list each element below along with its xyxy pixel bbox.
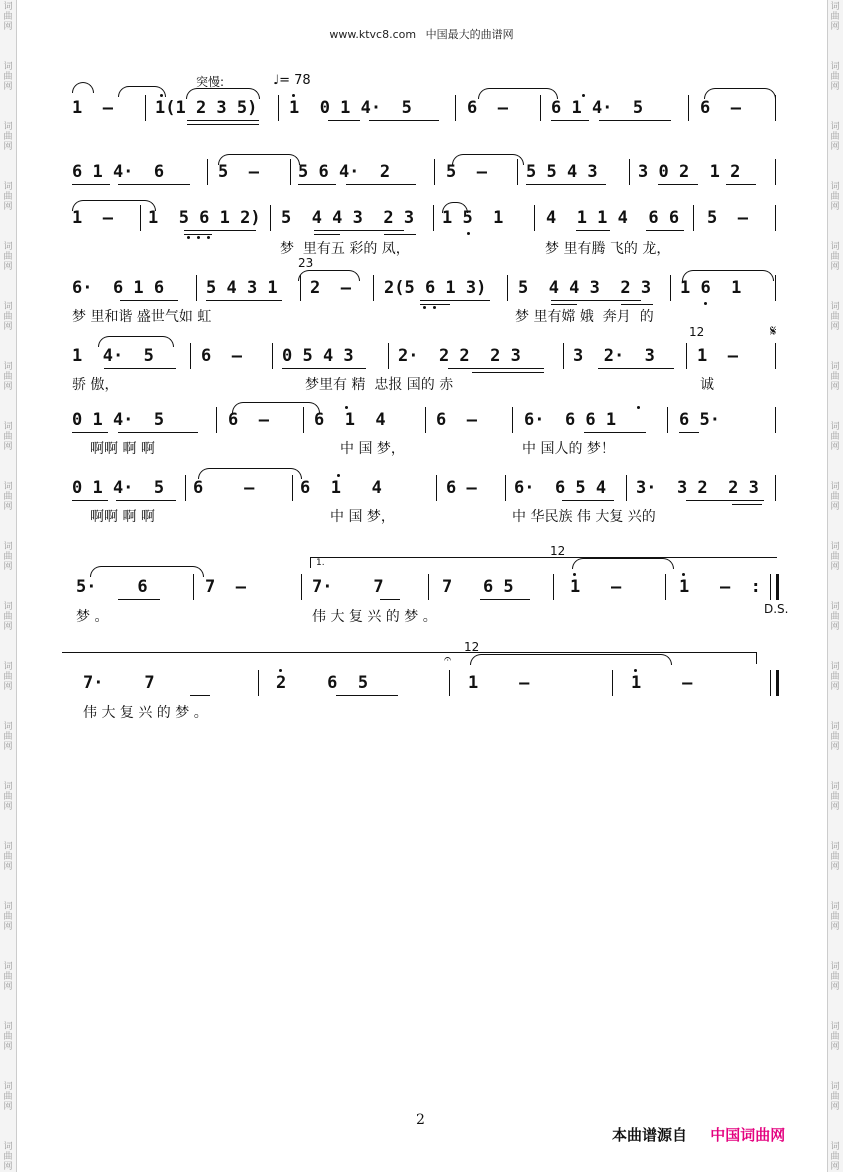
octave-dot: [682, 573, 685, 576]
bar-line: [270, 205, 271, 231]
page-header: [0, 26, 843, 42]
watermark-text: 词 曲 网: [3, 542, 13, 572]
bar-line: [776, 574, 779, 600]
octave-dot: [187, 236, 190, 239]
bar-line: [290, 159, 291, 185]
octave-dot: [467, 232, 470, 235]
bar-line: [216, 407, 217, 433]
watermark-text: 词 曲 网: [3, 602, 13, 632]
lyrics-row-3b: 梦 里有腾 飞的 龙，: [545, 241, 671, 257]
lyrics-row-5b: 梦里有 精 忠报 国的 赤: [305, 377, 454, 393]
note-group: 5 4 4 3 2 3: [281, 208, 415, 228]
beam-underline: [420, 304, 450, 305]
bar-line: [140, 205, 141, 231]
watermark-text: 词 曲 网: [3, 722, 13, 752]
bar-line: [505, 475, 506, 501]
slur-mark: [470, 654, 672, 665]
bar-line: [775, 475, 776, 501]
beam-underline: [116, 500, 176, 501]
note-group: 1 –: [72, 98, 113, 118]
note-group: 5 4 4 3 2 3: [518, 278, 652, 298]
note-group: 5· 6: [76, 577, 148, 597]
note-group: 7 –: [205, 577, 246, 597]
beam-underline: [187, 120, 259, 121]
bar-line: [693, 205, 694, 231]
beam-underline: [72, 432, 108, 433]
beam-underline: [726, 184, 756, 185]
note-group: 1 – :: [679, 577, 761, 597]
beam-underline: [599, 120, 671, 121]
bar-line: [301, 574, 302, 600]
bar-line: [776, 670, 779, 696]
note-group: 6· 6 5 4: [514, 478, 607, 498]
beam-underline: [598, 368, 674, 369]
bar-line: [455, 95, 456, 121]
note-group: 3· 3 2 2 3: [636, 478, 759, 498]
bar-line: [193, 574, 194, 600]
slur-mark: [572, 558, 674, 569]
octave-dot: [704, 302, 707, 305]
beam-underline: [646, 230, 684, 231]
watermark-text: 词 曲 网: [830, 542, 840, 572]
beam-underline: [551, 120, 589, 121]
watermark-text: 词 曲 网: [830, 422, 840, 452]
bar-line: [196, 275, 197, 301]
note-group: 5 –: [446, 162, 487, 182]
note-group: 6 5·: [679, 410, 720, 430]
note-group: 1(1 2 3 5): [155, 98, 258, 118]
watermark-text: 词 曲 网: [3, 242, 13, 272]
watermark-text: 词 曲 网: [830, 902, 840, 932]
note-group: 6 –: [193, 478, 255, 498]
site-tagline: 中国最大的曲谱网: [425, 28, 514, 41]
watermark-text: 词 曲 网: [3, 182, 13, 212]
note-group: 1 –: [631, 673, 693, 693]
note-group: 5 –: [707, 208, 748, 228]
site-url[interactable]: www.ktvc8.com: [329, 28, 417, 41]
page-number: 2: [416, 1112, 425, 1128]
beam-underline: [72, 500, 108, 501]
watermark-text: 词 曲 网: [3, 1022, 13, 1052]
segno-sign: 𝄋: [770, 322, 777, 340]
octave-dot: [197, 236, 200, 239]
beam-underline: [420, 300, 490, 301]
note-group: 6· 6 1 6: [72, 278, 165, 298]
watermark-text: 词 曲 网: [3, 902, 13, 932]
bar-line: [553, 574, 554, 600]
watermark-text: 词 曲 网: [3, 422, 13, 452]
bar-line: [272, 343, 273, 369]
bar-line: [373, 275, 374, 301]
note-group: 5 6 4· 2: [298, 162, 391, 182]
lyrics-row-6c: 中 国人的 梦！: [522, 441, 615, 457]
site-name-link[interactable]: 中国词曲网: [710, 1126, 786, 1144]
lyrics-row-4b: 梦 里有嫦 娥 奔月 的: [515, 309, 654, 325]
beam-underline: [448, 368, 544, 369]
beam-underline: [551, 304, 577, 305]
note-group: 7 6 5: [442, 577, 514, 597]
slur-mark: [72, 82, 94, 93]
bar-line: [507, 275, 508, 301]
lyrics-row-4a: 梦 里和谐 盛世气如 虹: [72, 309, 212, 325]
watermark-text: 词 曲 网: [3, 122, 13, 152]
watermark-text: 词 曲 网: [830, 1082, 840, 1112]
bar-line: [190, 343, 191, 369]
ds-marking: D.S.: [764, 602, 789, 616]
note-group: 6 –: [467, 98, 508, 118]
lyrics-row-7c: 中 华民族 伟 大复 兴的: [512, 509, 656, 525]
bar-line: [278, 95, 279, 121]
note-group: 6 1 4: [300, 478, 382, 498]
octave-dot: [573, 573, 576, 576]
bar-line: [665, 574, 666, 600]
beam-underline: [72, 184, 110, 185]
octave-dot: [433, 306, 436, 309]
watermark-text: 词 曲 网: [830, 62, 840, 92]
bar-line: [770, 574, 771, 600]
watermark-text: 词 曲 网: [830, 182, 840, 212]
note-group: 1 0 1 4· 5: [289, 98, 412, 118]
grace-note-12c: 12: [464, 640, 480, 654]
beam-underline: [206, 300, 282, 301]
bar-line: [626, 475, 627, 501]
note-group: 6 –: [446, 478, 477, 498]
tempo-marking: ♩= 78: [273, 73, 311, 88]
bar-line: [775, 159, 776, 185]
watermark-text: 词 曲 网: [830, 122, 840, 152]
note-group: 3 2· 3: [573, 346, 655, 366]
bar-line: [629, 159, 630, 185]
note-group: 1 –: [570, 577, 622, 597]
watermark-text: 词 曲 网: [3, 1082, 13, 1112]
beam-underline: [314, 230, 404, 231]
note-group: 6 –: [228, 410, 269, 430]
note-group: 5 5 4 3: [526, 162, 598, 182]
source-label: 本曲谱源自: [612, 1126, 688, 1144]
bar-line: [145, 95, 146, 121]
note-group: 1 –: [72, 208, 113, 228]
lyrics-row-8a: 梦 。: [76, 609, 109, 625]
right-watermark-strip: [827, 0, 843, 1172]
bar-line: [540, 95, 541, 121]
octave-dot: [345, 406, 348, 409]
bar-line: [434, 159, 435, 185]
watermark-text: 词 曲 网: [3, 962, 13, 992]
bar-line: [303, 407, 304, 433]
note-group: 2 –: [310, 278, 351, 298]
watermark-text: 词 曲 网: [3, 62, 13, 92]
bar-line: [449, 670, 450, 696]
slur-mark: [118, 86, 166, 97]
beam-underline: [472, 372, 544, 373]
footer-credit: [612, 1124, 785, 1145]
lyrics-row-7a: 啊啊 啊 啊: [90, 509, 155, 525]
bar-line: [612, 670, 613, 696]
beam-underline: [187, 124, 259, 125]
beam-underline: [369, 120, 439, 121]
grace-note-23: 23: [298, 256, 314, 270]
bar-line: [388, 343, 389, 369]
beam-underline: [562, 500, 614, 501]
watermark-text: 词 曲 网: [830, 242, 840, 272]
beam-underline: [184, 234, 212, 235]
beam-underline: [336, 695, 398, 696]
note-group: 0 1 4· 5: [72, 478, 165, 498]
note-group: 1 5 6 1 2): [148, 208, 261, 228]
octave-dot: [582, 94, 585, 97]
bar-line: [688, 95, 689, 121]
bar-line: [775, 407, 776, 433]
beam-underline: [120, 300, 178, 301]
bar-line: [686, 343, 687, 369]
octave-dot: [279, 669, 282, 672]
bar-line: [207, 159, 208, 185]
watermark-text: 词 曲 网: [830, 722, 840, 752]
beam-underline: [118, 432, 198, 433]
note-group: 2 6 5: [276, 673, 369, 693]
watermark-text: 词 曲 网: [3, 782, 13, 812]
watermark-text: 词 曲 网: [830, 842, 840, 872]
note-group: 6 –: [700, 98, 741, 118]
beam-underline: [526, 184, 606, 185]
watermark-text: 词 曲 网: [830, 1142, 840, 1172]
lyrics-row-8b: 伟 大 复 兴 的 梦 。: [312, 609, 437, 625]
expression-mark: 突慢:: [196, 75, 225, 89]
bar-line: [512, 407, 513, 433]
beam-underline: [118, 599, 160, 600]
bar-line: [770, 670, 771, 696]
octave-dot: [207, 236, 210, 239]
beam-underline: [328, 120, 360, 121]
watermark-text: 词 曲 网: [3, 2, 13, 32]
watermark-text: 词 曲 网: [830, 662, 840, 692]
note-group: 0 1 4· 5: [72, 410, 165, 430]
note-group: 1 6 1: [680, 278, 742, 298]
bar-line: [258, 670, 259, 696]
note-group: 2(5 6 1 3): [384, 278, 487, 298]
beam-underline: [576, 230, 610, 231]
note-group: 1 4· 5: [72, 346, 154, 366]
note-group: 1 –: [697, 346, 738, 366]
note-group: 6 1 4· 5: [551, 98, 644, 118]
bar-line: [425, 407, 426, 433]
beam-underline: [282, 368, 366, 369]
beam-underline: [621, 304, 653, 305]
octave-dot: [423, 306, 426, 309]
beam-underline: [679, 432, 699, 433]
octave-dot: [337, 474, 340, 477]
watermark-text: 词 曲 网: [830, 1022, 840, 1052]
beam-underline: [184, 230, 256, 231]
note-group: 6· 6 6 1: [524, 410, 617, 430]
note-group: 3 0 2 1 2: [638, 162, 741, 182]
note-group: 6 1 4: [314, 410, 386, 430]
beam-underline: [380, 599, 400, 600]
beam-underline: [314, 234, 340, 235]
note-group: 6 –: [201, 346, 242, 366]
beam-underline: [190, 695, 210, 696]
bar-line: [670, 275, 671, 301]
fermata: 𝄐: [444, 652, 452, 667]
beam-underline: [104, 368, 176, 369]
bar-line: [300, 275, 301, 301]
note-group: 0 5 4 3: [282, 346, 354, 366]
octave-dot: [634, 669, 637, 672]
note-group: 6 1 4· 6: [72, 162, 165, 182]
bar-line: [517, 159, 518, 185]
grace-note-12a: 12: [689, 325, 705, 339]
watermark-text: 词 曲 网: [830, 782, 840, 812]
bar-line: [775, 275, 776, 301]
bar-line: [292, 475, 293, 501]
beam-underline: [732, 504, 762, 505]
watermark-text: 词 曲 网: [830, 482, 840, 512]
bar-line: [534, 205, 535, 231]
lyrics-row-6a: 啊啊 啊 啊: [90, 441, 155, 457]
octave-dot: [160, 94, 163, 97]
note-group: 6 –: [436, 410, 477, 430]
beam-underline: [551, 300, 641, 301]
watermark-text: 词 曲 网: [3, 662, 13, 692]
watermark-text: 词 曲 网: [830, 962, 840, 992]
beam-underline: [118, 184, 190, 185]
octave-dot: [292, 94, 295, 97]
watermark-text: 词 曲 网: [3, 302, 13, 332]
watermark-text: 词 曲 网: [830, 362, 840, 392]
bar-line: [563, 343, 564, 369]
bar-line: [775, 343, 776, 369]
watermark-text: 词 曲 网: [830, 302, 840, 332]
watermark-text: 词 曲 网: [830, 2, 840, 32]
lyrics-row-5a: 骄 傲，: [72, 377, 119, 393]
watermark-text: 词 曲 网: [3, 482, 13, 512]
octave-dot: [637, 406, 640, 409]
bar-line: [433, 205, 434, 231]
beam-underline: [686, 500, 764, 501]
lyrics-row-9: 伟 大 复 兴 的 梦 。: [83, 705, 208, 721]
watermark-text: 词 曲 网: [3, 1142, 13, 1172]
slur-mark: [90, 566, 204, 577]
bar-line: [436, 475, 437, 501]
lyrics-row-7b: 中 国 梦，: [330, 509, 395, 525]
beam-underline: [298, 184, 336, 185]
note-group: 1 –: [468, 673, 530, 693]
bar-line: [428, 574, 429, 600]
note-group: 7· 7: [83, 673, 155, 693]
bar-line: [775, 95, 776, 121]
lyrics-row-3a: 梦 里有五 彩的 凤，: [280, 241, 410, 257]
watermark-text: 词 曲 网: [3, 842, 13, 872]
watermark-text: 词 曲 网: [3, 362, 13, 392]
beam-underline: [480, 599, 530, 600]
note-group: 2· 2 2 2 3: [398, 346, 521, 366]
bar-line: [185, 475, 186, 501]
lyrics-row-6b: 中 国 梦，: [340, 441, 405, 457]
grace-note-12b: 12: [550, 544, 566, 558]
bar-line: [775, 205, 776, 231]
beam-underline: [384, 234, 416, 235]
note-group: 1 5 1: [442, 208, 504, 228]
beam-underline: [584, 432, 646, 433]
note-group: 4 1 1 4 6 6: [546, 208, 680, 228]
left-watermark-strip: [0, 0, 17, 1172]
note-group: 7· 7: [312, 577, 384, 597]
bar-line: [667, 407, 668, 433]
volta-1: 1.: [316, 558, 325, 568]
beam-underline: [658, 184, 698, 185]
beam-underline: [346, 184, 416, 185]
watermark-text: 词 曲 网: [830, 602, 840, 632]
lyrics-row-5c: 诚: [700, 377, 714, 393]
note-group: 5 –: [218, 162, 259, 182]
note-group: 5 4 3 1: [206, 278, 278, 298]
